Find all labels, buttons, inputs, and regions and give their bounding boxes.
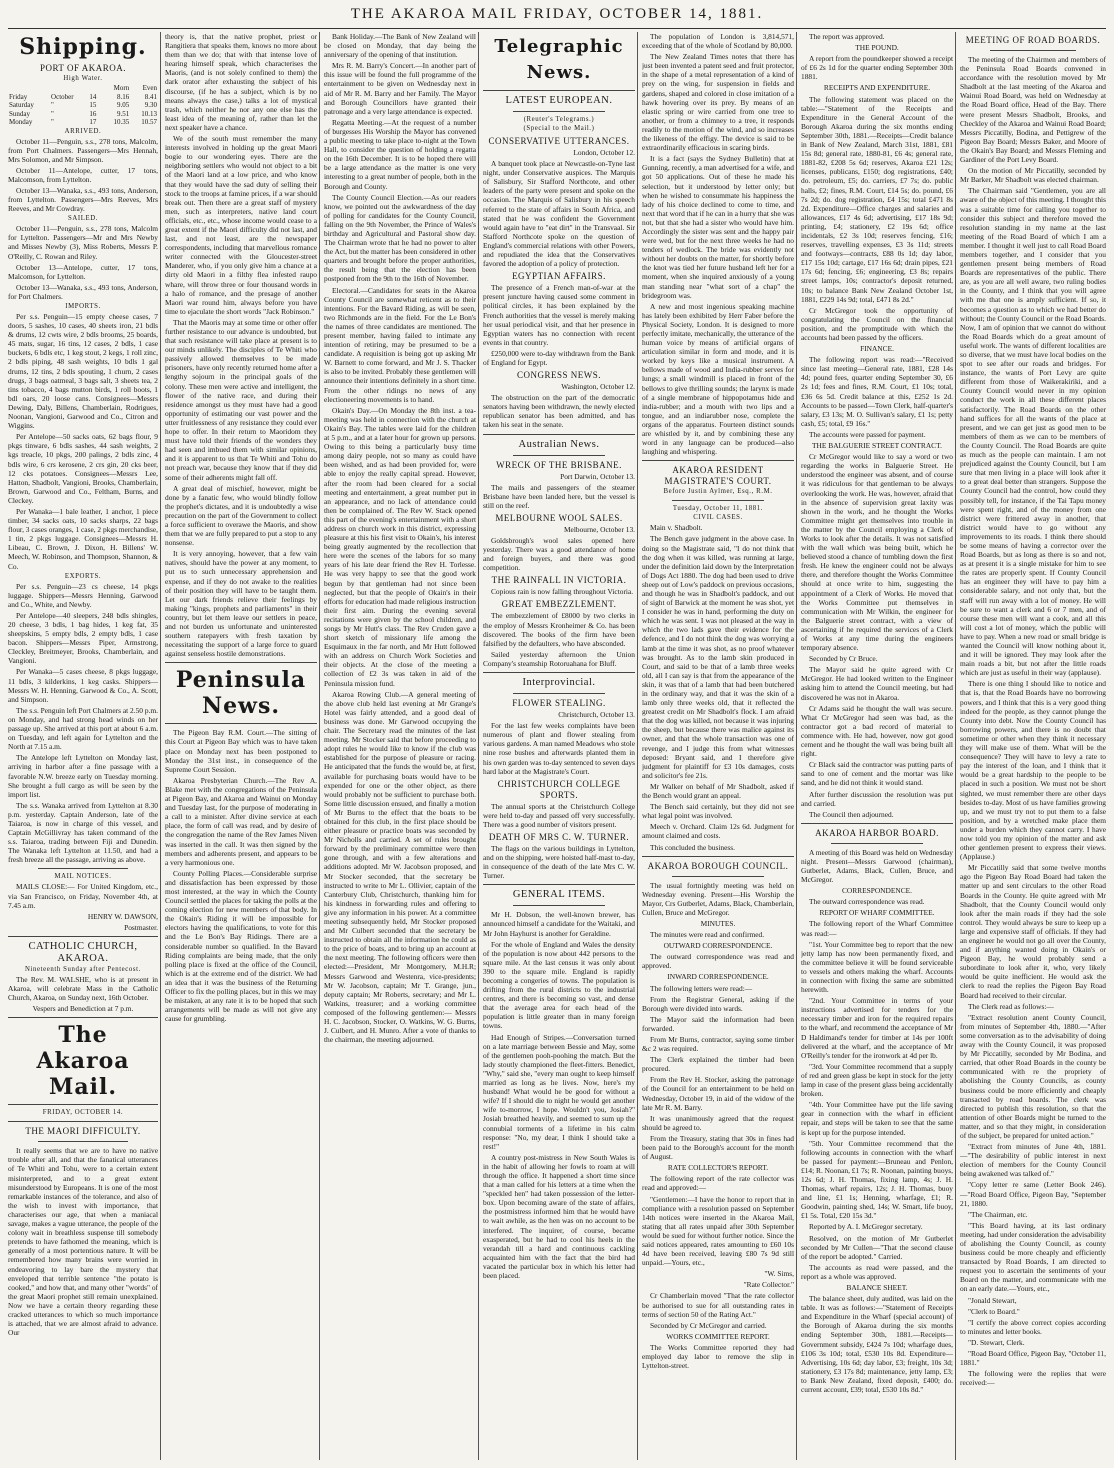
- road-board-paragraph: There is one thing I should like to notice and that is, that the Road Boards have no borrowing powers, and I think that this is a very good thing indeed for the people, as they cannot plunge the County into debt. Now the County Council has borrowing powers, and there is no doubt that sometime or other when they think it necessary they will make use of them. What will be the consequence? They will have to levy a rate to pay the interest of the loan, and I think that it would be a great hardship to the people to be placed in such a position. We must not be short sighted, we must remember there are other days besides to-day. Most of us have families growing up, and we must try not to put them to a false position, and by a wretched make place them under a burden which they cannot carry. I have now told you my opinion of the matter and ask other gentlemen present to express their views. (Applause.): [960, 679, 1106, 862]
- sailing-item: October 11—Penguin, s.s., 278 tons, Malcolm for Lyttelton. Passengers—Mr and Mrs Newby and Misses Newby (3), Miss Roberts, Messrs P. O'Reilly, C. Rowan and Riley.: [8, 224, 158, 261]
- road-board-paragraph: The following were the replies that were received:—: [960, 1369, 1106, 1388]
- import-item: Per Antelope—50 sacks oats, 62 bags flour, 9 pkgs tinware, 6 bdls sashes, 44 sash weights, 2 kgs treacle, 10 pkgs, 200 palings, 2 bdls zinc, 4 bdls wire, 6 crs kerosene, 2 crs gin, 20 cks beer, 12 cks potatoes. Consignees—Messrs Lee, Hatton, Shadbolt, Vangioni, Brooks, Chamberlain, Brown, Garwood and Co., Feltham, Burns, and Cleckey.: [8, 432, 158, 505]
- column-divider: [478, 32, 479, 1460]
- divider: [513, 111, 605, 112]
- divider: [38, 1141, 128, 1142]
- general-item: A country post-mistress in New South Wales is in the habit of allowing her fowls to roam at will through the office. It happened a short time since that a man called for his letters at a time when the "speckled hen" had taken possession of the letter-box. Upon becoming aware of the state of affairs, the postmistress informed him that he would have to wait awhile, as the hen was on no account to be interfered. The inquirer, of course, became exasperated, but he had to cool his heels in the verandah till a hard and continuous cackling acquainted him with the fact that the bird had vacated the particular box in which his letter had been placed.: [483, 1152, 635, 1280]
- divider: [642, 856, 794, 857]
- board-paragraph: The following report of the Wharf Committee was read:—: [801, 919, 953, 938]
- column-4: [483, 32, 635, 1462]
- council-paragraph: The following report of the rate collector was read and approved:—: [642, 1174, 794, 1193]
- news-item: The County Council Election.—As our readers know, we pointed out the awkwardness of the day of polling for candidates for the County Council, falling on the 9th November, the Prince of Wales's birthday and Agricultural and Pastoral show day. The Chairman wrote that he had no power to alter the Act, but the matter has been considered in other quarters and brought before the proper authorities, the result being that the election has been postponed from the 9th to the 16th of November.: [324, 192, 476, 284]
- news-item: Akaroa Rowing Club.—A general meeting of the above club held last evening at Mr Grange's Hotel was fairly attended, and a good deal of business was done. Mr Garwood occupying the chair. The Secretary read the minutes of the last meeting. Mr Stocker said that before proceeding to adopt rules he would like to know if the club was established for the purpose of pleasure or racing. He anticipated that the funds the would be, at first, available for purchasing boats would have to be expended for one or the other object, as there would probably not be sufficient to purchase both. Some little discussion ensued, and finally a motion of Mr Burns to the effect that the boats to be obtained for this club, in the first place should be either pleasure or practice boats was seconded by Mr Nicholls and carried. A set of rules brought forward by the preliminary committee were then gone through, and with a few alterations and additions adopted. Mr W. Jacobson proposed, and Mr Stocker seconded, that the secretary be instructed to write to Mr L. Ollivier, captain of the Canterbury Club, Christchurch, thanking him for his kindness in forwarding rules and offering to give any information in his power. At a committee meeting subsequently held, Mr Stocker proposed and Mr Culbert seconded that the secretary be instructed to obtain all the information he could as to the price of boats, and to bring up an account at the next meeting. The following officers were then elected:—President, Mr Montgomery, M.H.R; Messrs Garwood and Westenra, vice-presidents; Mr W. Jacobson, captain; Mr T. Grange, jun., deputy captain; Mr Roberts, secretary; and Mr L. Watkins, treasurer; and a working committee composed of the following gentlemen:— Messrs H. C. Jacobson, Stocker, O. Watkins, W. G. Burns, J. Culbert, and H. Munro. After a vote of thanks to the chairman, the meeting adjourned.: [324, 689, 476, 1045]
- sailed-heading: SAILED.: [67, 215, 99, 223]
- divider: [483, 884, 635, 885]
- council-paragraph: A report from the poundkeeper showed a receipt of £6 2s 1d for the quarter ending September 30th 1881.: [801, 54, 953, 82]
- divider: [483, 672, 635, 673]
- council-paragraph: Cr Chamberlain moved "That the rate collector be authorised to sue for all outstanding rates in terms of section 50 of the Rating Act.": [642, 1291, 794, 1319]
- general-item: Had Enough of Stripes.—Conversation turned on a late marriage between Bessie and May, some of the gentlemen pooh-poohing the match. But the lady stoutly championed the fleet-fitters. Benedict, "Why," said she, "every man ought to keep himself married as long as he lives. Now, here's my husband! What would he be good for without a wife? If I should die to night he would get another wife to-morrow, I hope. Wouldn't you, Josiah?" Josiah breathed heavily, and seemed to sum up the connubial torments of a lifetime in his calm response: "No, my dear, I think I should take a rest!": [483, 1032, 635, 1151]
- board-paragraph: "5th. Your Committee recommend that the following accounts in connection with the wharf be passed for payment:—Bruneau and Penlon, £14; R. Noonan, £1 7s; R. Noonan, painting buoys, 12s 6d; J. H. Thomas, fixing lamp, 4s; J. H. Thomas, wharf repairs, 12s; J. H. Thomas, buoy and line, £1 1s; Henning, wharfage, £1; R. Goodwin, painting shed, 14s; W. Smart, life buoy, £1 5s. Total, £20 15s 3d.": [801, 1138, 953, 1221]
- column-divider: [319, 32, 320, 1460]
- story-text: The mails and passengers of the steamer Brisbane have been landed here, but the vessel is still on the reef.: [483, 482, 635, 510]
- story-text: The presence of a French man-of-war at the present juncture having caused some comment in political circles, it has been explained by the French authorities that the vessel is merely making her usual periodical visit, and that her presence in Egyptian waters has no connection with recent events in that country.: [483, 283, 635, 347]
- road-boards-heading: MEETING OF ROAD BOARDS.: [965, 35, 1101, 45]
- general-item: Mr H. Dobson, the well-known brewer, has announced himself a candidate for the Waitaki, and Mr John Hayhurst is another for Geraldine.: [483, 910, 635, 938]
- tide-morn: 8.16: [116, 92, 130, 101]
- council-paragraph: The Mayor said the information had been forwarded.: [642, 1014, 794, 1033]
- import-item: Per s.s. Penguin—15 empty cheese cases, 7 doors, 5 sashes, 10 cases, 40 sheets iron, 21 bdls & drums, 12 cwts wire, 2 bdls brooms, 25 boards, 45 mats, sugar, 16 tins, 12 cases, 2 bdls, 1 case buckets, 6 bdls etc, 1 keg stout, 2 kegs, 1 roll zinc, 2 bdls piping, 48 sash weights, 10 bdls 1 gal drums, 12 tins, 2 bdls spouting, 1 churn, 2 cases drugs, 3 bags oatmeal, 3 bags salt, 3 sheets tea, 2 tins tobacco, 4 bags mutton birds, 1 roll boots, 1 bdl oars, 20 loose cans. Consignees—Messrs Dewing, Daly, Billens, Chamberlain, Rodrigues, Noonan, Vangioni, Garwood and Co., Citron and Wiggins.: [8, 312, 158, 431]
- council-paragraph: The Mayor said he quite agreed with Cr McGregor. He had looked written to the Engineer asking him to attend the Council meeting, but had discovered he was not in Akaroa.: [801, 665, 953, 702]
- church-subheading: Nineteenth Sunday after Pentecost.: [25, 965, 141, 973]
- council-paragraph: From Mr Burns, contractor, saying some timber &c 2 was required.: [642, 1035, 794, 1054]
- road-board-paragraph: "Jonald Stewart,: [968, 1295, 1017, 1305]
- divider: [8, 1121, 158, 1122]
- tide-day: Sunday: [9, 109, 30, 118]
- tide-morn: 9.05: [116, 101, 130, 109]
- board-subheading: CORRESPONDENCE.: [841, 886, 913, 896]
- story-heading: WRECK OF THE BRISBANE.: [496, 459, 622, 470]
- tide-month: ": [51, 101, 54, 109]
- council-signature: "W. Sims,: [764, 1269, 794, 1279]
- divider: [513, 455, 605, 456]
- tide-even: 9.30: [144, 101, 157, 109]
- road-board-paragraph: "The Chairman, etc.: [968, 1209, 1028, 1219]
- editorial-paragraph: That the Maoris may at some time or other offer further resistance to our advance is undoubted, but that such resistance will take place at present is to our minds unlikely. The disciples of Te Whiti who passively allowed themselves to be made prisoners, have only recently returned home after a lengthy sojourn in the principal goals of the colony. These men were active and intelligent, the flower of the native race, and during their residence amongst us they must have had a good opportunity of estimating our vast power and the utter fruitlessness of any resistance they could ever hope to offer. In their return to Maoridom they must have told their friends of the wonders they had seen and imbued them with similar opinions, and it is apparent to us that Te Whiti and Tohu do not preach war, because they know that if they did some of their adherents might fall off.: [165, 317, 317, 482]
- council-paragraph: The outward correspondence was read and approved.: [642, 952, 794, 971]
- board-paragraph: The accounts as read were passed, and the report as a whole was approved.: [801, 1262, 953, 1281]
- export-item: Per Antelope—40 sleepers, 248 bdls shingles, 20 cheese, 3 bdls, 1 bag hides, 1 keg fat, 35 sheepskins, 5 empty bdls, 2 empty bdls, 1 case bacon. Shippers—Messrs Piper, Armstrong, Cleckley, Breitmeyer, Brooks, Chamberlain, and Vangioni.: [8, 610, 158, 666]
- column-divider: [955, 32, 956, 1460]
- tide-row: [8, 93, 158, 102]
- tide-header-cell: [50, 84, 88, 93]
- church-vespers: Vespers and Benediction at 7 p.m.: [32, 1004, 134, 1014]
- council-paragraph: The following letters were read:—: [650, 983, 753, 993]
- board-paragraph: "2nd. Your Committee in terms of your instructions advertised for tenders for the necessary timber and iron for the required repairs to the wharf, and recommend the acceptance of Mr D Haldimand's tender for timber at 14s per 100ft delivered at the wharf, and the acceptance of Mr O'Reilly's tender for the ironwork at 4d per lb.: [801, 996, 953, 1060]
- road-board-paragraph: "Road Board Office, Pigeon Bay, "October 11, 1881.": [960, 1349, 1106, 1368]
- divider: [990, 50, 1076, 51]
- council-signature: "Rate Collector.": [743, 1280, 794, 1290]
- court-heading: AKAROA RESIDENT MAGISTRATE'S COURT.: [664, 465, 772, 487]
- council-paragraph: It was unanimously agreed that the request should be agreed to.: [642, 1113, 794, 1132]
- masthead: THE AKAROA MAIL FRIDAY, OCTOBER 14, 1881.: [350, 6, 764, 22]
- news-item: Okain's Day.—On Monday the 8th inst. a tea-meeting was held in connection with the church at Okain's Bay. The tables were laid for the children at 5 p.m., and at a later hour for grown up persons. Owing to this being a particularly busy time among dairy people, not so many as could have been wished, and as had been provided for, were able to enjoy the really capital spread. However, after the room had been cleared for a social meeting and entertainment, a great number put in an appearance, and no lack of attendance could then be complained of. The Rev W. Stack opened this part of the evening's entertainment with a short address on church work in this district, expressing pleasure at this his first visit to Okain's, his interest being greatly augmented by the recollection that here were the scenes of the labors for so many years of his late dear friend the Rev H. Torlesse. He was very happy to see that the good work begun by that gentleman had not since been neglected, but that the people of Okain's in their efforts for education had made religious instruction their first aim. During the evening several recitations were given by the school children, and songs by Mr Hutt's class. The Rev Cruden gave a short sketch of missionary life among the Esquimaux in the far north, and Mr Hutt followed with an address on Church Work Societies and their objects. At the close of the meeting a collection of £2 3s was taken in aid of the Peninsula mission fund.: [324, 405, 476, 688]
- council-paragraph: Seconded by Cr McGregor and carried.: [650, 1320, 767, 1330]
- tide-date: 17: [89, 118, 97, 126]
- council-paragraph: Cr Black said the contractor was putting parts of sand to one of cement and the mortar was like sand, and he did not think it would stand.: [801, 760, 953, 788]
- council-paragraph: Cr McGregor would like to say a word or two regarding the works in Balguerie Street. He understood the engineer was absent, and of course it was ridiculous for that gentleman to be always overlooking the work. He was, however, afraid that in the absence of supervision great laxity was shown in the work, and he thought the Works Committee might get themselves into trouble in the matter by the Council employing a Clerk of Works to look after the details. It was not satisfied with the wall which was being built, which he believed stood a chance of tumbling down the first fresh. He knew the engineer could not be always there, and therefore thought the Works Committee should at once write to him, suggesting the appointment of a Clerk of Works. He moved that the Works Committee put themselves in communication with Mr Wilkin, the engineer for the Balguerie street contract, with a view of ascertaining if he required the services of a Clerk of Works at any time during the engineers temporary absence.: [801, 452, 953, 653]
- council-paragraph: The Clerk explained the timber had been procured.: [642, 1055, 794, 1074]
- council-paragraph: The report was approved.: [809, 32, 885, 41]
- tide-day: Monday: [9, 118, 33, 126]
- council-paragraph: Cr Adams said he thought the wall was secure. What Cr McGregor had seen was bad, as the contractor got a bad record of material to commence with. He had, however, now got good cement and he thought the wall was being built all right.: [801, 703, 953, 759]
- editorial-paragraph: A great deal of mischief, however, might be done by a fanatic few, who would blindly follow the prophet's dictates, and it is undoubtedly a wise precaution on the part of the Government to collect a force sufficient to overawe the Maoris, and show them that we are fully prepared to put a stop to any nonsense.: [165, 483, 317, 548]
- board-paragraph: A meeting of this Board was held on Wednesday night. Present—Messrs Garwood (chairman), Gutberlet, Adams, Black, Cullen, Bruce, and McGregor.: [801, 847, 953, 885]
- road-board-paragraph: On the motion of Mr Piccatilly, seconded by Mr Barker, Mr Shadbolt was elected chairman.: [960, 166, 1106, 185]
- dateline: Melbourne, October 13.: [563, 524, 635, 534]
- board-paragraph: The outward correspondence was read.: [809, 897, 925, 907]
- tide-day: Friday: [9, 92, 28, 101]
- road-board-paragraph: "D. Stewart, Clerk.: [968, 1337, 1025, 1347]
- council-paragraph: "Gentlemen:—I have the honor to report that in compliance with a resolution passed on September 14th notices were inserted in the Akaroa Mail, stating that all rates unpaid after 30th September would be sued for without further notice. Since the said notices appeared, rates amounting to £60 10s 4d have been received, leaving £80 7s 9d still unpaid.—Yours, etc.,: [642, 1194, 794, 1268]
- court-paragraph: The Bench gave judgment in the above case. In doing so the Magistrate said, "I do not think that the dog when it was killed, was running at large, under the definition laid down by the Interpretation of Dogs Act 1880. The dog had been used to drive sheep out of Low's paddock on previous occasions, and though he was in Shadbolt's paddock, and out of sight of Barwick at the moment he was shot, yet I consider he was in hand, performing the duty on which he was sent. I was not pleased at the way in which the two lads gave their evidence for the defence, and I do not think the dog was worrying a lamb at the time it was shot, as no proof whatever was brought. As to the lamb skin produced in Court, and said to be that of a lamb three weeks old, all I can say is that from the appearance of the skin, it was that of a lamb that had been butchered in the ordinary way, and that it was the skin of a lamb only three weeks old, that it reflected the greatest credit on Mr Shadbolt's flock. I am afraid that the dog was killed, not because it was injuring the sheep, but because there was malice against its owner, and that the whole transaction was one of revenge, and I judge this from what witnesses deposed: Bryant said, and I therefore give judgment for plaintiff for £3 10s damages, costs and solicitor's fee 21s.: [642, 534, 794, 780]
- tide-date: 15: [89, 101, 97, 109]
- council-paragraph: The following statement was placed on the table:—"Statement of the Receipts and Expenditure in the General Account of the Borough Akaroa during the six months ending September 30th, 1881.—Receipts—Credit balance in Bank of New Zealand, March 31st, 1881, £81 15s 8d; general rate, 1880-81, £6 4s; general rate, 1881-82, £208 5s 6d; reserves, Akaroa £21 12s; licenses, publicans, £150; dog registrations, £40; do. petroleum, £5; do. carriers, £7 7s; do. public halls, £2; fines, R.M. Court, £14 5s; do. pound, £6 7s 2d; do. dog registration, £4 15s; total £471 8s 2d. Expenditure—Office charges and salaries and allowances, £17 4s 6d; advertising, £17 18s 9d; printing, £4; stationery, £2 19s 6d; office incidentals, £2 3s 10d; reserves fencing, £16; reserves, travelling expenses, £3 3s 11d; streets and footways—contracts, £88 0s 1d; day labor, £17 15s 10d; cartage, £17 16s 6d; drain pipes, £21 17s 6d; fencing, £6; engineering, £3 8s; repairs street lamps, 10s; contractor's deposit returned, 10s; to balance Bank New Zealand October 1st, 1881, £229 14s 9d; total, £471 8s 2d.": [801, 94, 953, 304]
- mail-signature: HENRY W. DAWSON,: [87, 911, 158, 921]
- finance-heading: FINANCE.: [860, 344, 894, 354]
- church-heading: CATHOLIC CHURCH, AKAROA.: [28, 940, 138, 964]
- editorial-paragraph: theory is, that the native prophet, priest or Rangitiera that speaks them, knows no more about them than we do; that with that intense love of hearing himself speak, which characterises the Maoris, (and is not solely confined to them) the dark orator after exhausting the subject of his discourse, (if he has a subject, which is by no means always the case,) talks a lot of mystical trash, which neither he nor any one else has the least idea of the meaning of, rather than let the next speaker have a chance.: [165, 32, 317, 132]
- export-item: Per s.s. Penguin—23 cs cheese, 14 pkgs luggage. Shippers—Messrs Henning, Garwood and Co., White, and Newby.: [8, 581, 158, 609]
- story-text: Sailed yesterday afternoon the Union Company's steamship Rotoruahana for Bluff.: [483, 649, 635, 668]
- dateline: London, October 12.: [573, 148, 635, 157]
- divider: [8, 1104, 158, 1105]
- divider: [483, 90, 635, 91]
- council-paragraph: From the Registrar General, asking if the Borough were divided into wards.: [642, 994, 794, 1013]
- paper-date: FRIDAY, OCTOBER 14.: [42, 1109, 124, 1117]
- general-item: For the whole of England and Wales the density of the population is now about 442 persons to the square mile. At the last census it was only about 390 to the square mile. England is rapidly becoming a congeries of towns. The population is drifting from the rural districts to the industrial centres, and there is becoming so vast, and dense that the average area for each head of the population is little greater than in many foreign towns.: [483, 939, 635, 1031]
- council-subheading: INWARD CORRESPONDENCE.: [667, 972, 769, 982]
- council-paragraph: From the Rev H. Stocker, asking the patronage of the Council for an entertainment to be held on Wednesday, October 19, in aid of the widow of the late Mr R. M. Barry.: [642, 1075, 794, 1112]
- editorial-heading: THE MAORI DIFFICULTY.: [25, 1126, 141, 1137]
- story-heading: CHRISTCHURCH COLLEGE SPORTS.: [497, 778, 621, 800]
- column-2: [165, 32, 317, 1462]
- court-paragraph: Main v. Shadbolt.: [650, 523, 703, 533]
- council-paragraph: Seconded by Cr Bruce.: [809, 654, 878, 664]
- divider: [38, 868, 128, 869]
- tide-even: 10.57: [141, 118, 157, 126]
- column-1: [8, 32, 158, 1462]
- special-label: (Special to the Mail.): [523, 125, 595, 132]
- council-paragraph: The usual fortnightly meeting was held on Wednesday evening. Present—His Worship the Mayor, Crs Gutberlet, Adams, Black, Chamberlain, Cullen, Bruce and McGregor.: [642, 880, 794, 917]
- story-heading: FLOWER STEALING.: [512, 698, 606, 709]
- interprovincial-heading: Interprovincial.: [522, 677, 596, 689]
- council-paragraph: Cr McGregor took the opportunity of congratulating the Council on the financial position, and the promptitude with which the accounts had been passed by the officers.: [801, 305, 953, 342]
- court-paragraph: The Bench said certainly, but they did not see what legal point was involved.: [642, 802, 794, 821]
- news-item: Akaroa Presbyterian Church.—The Rev A. Blake met with the congregations of the Peninsula at Pigeon Bay, and Akaroa and Wainui on Monday and Tuesday last, for the purpose of moderating in a call to a minister. After divine service at each place, the form of call was read, and by desire of the congregation the name of the Rev James Niven was inserted in the call. It was then signed by the members and adherents present, and appears to be a very harmonious one.: [165, 775, 317, 867]
- imports-heading: IMPORTS.: [65, 303, 101, 310]
- news-item: Electoral.—Candidates for seats in the Akaroa County Council are somewhat reticent as to their intentions. For the Bavard Riding, as will be seen, two Richmonds are in the field. For the Le Bon's the names of three candidates are mentioned. The present member, having failed to intimate any intention of retiring, may be presumed to be a candidate. A requisition is being got up asking Mr W. Barnett to come forward, and Mr J. S. Thacker is also to be invited. Probably these gentlemen will announce their intentions definitely in a short time. From the other ridings no news of any electioneering movements is to hand.: [324, 285, 476, 404]
- import-item: Per Wanaka—1 bale leather, 1 anchor, 1 piece timber, 34 sacks oats, 10 sacks sharps, 22 bags flour, 3 cases oranges, 1 case, 2 pkgs merchandise, 1 tin, 2 pkgs luggage. Consignees—Messrs H. Libeau, C. Brown, J. Dixon, H. Billens' W. Meech, W. Robinson, and Thompson, Shannon, & Co.: [8, 506, 158, 571]
- top-rule: [8, 28, 1106, 29]
- tide-header-cell: [8, 84, 50, 93]
- story-heading: DEATH OF MRS C. W. TURNER.: [488, 831, 630, 842]
- divider: [165, 662, 317, 663]
- mail-notices-heading: MAIL NOTICES.: [54, 873, 112, 881]
- tide-header-row: [8, 84, 158, 93]
- divider: [831, 843, 923, 844]
- story-text: The obstruction on the part of the democratic senators having been withdrawn, the newly elected republican senator has been admitted, and has taken his seat in the senate.: [483, 393, 635, 430]
- peninsula-news-heading: Peninsula News.: [175, 667, 307, 720]
- tide-row: [8, 118, 158, 127]
- council-subheading: OUTWARD CORRESPONDENCE.: [663, 941, 773, 951]
- news-item: Mrs R. M. Barry's Concert.—In another part of this issue will be found the full programme of the entertainment to be given on Wednesday next in aid of Mr R. M. Barry and her Family. The Mayor and Borough Councillors have granted their patronage and a very large attendance is expected.: [324, 61, 476, 116]
- court-paragraph: This concluded the business.: [650, 842, 735, 852]
- general-items-heading: GENERAL ITEMS.: [512, 889, 606, 901]
- court-paragraph: Mr Walker on behalf of Mr Shadbolt, asked if the Bench would grant an appeal.: [642, 781, 794, 801]
- column-divider: [637, 32, 638, 1460]
- council-subheading: RECEIPTS AND EXPENDITURE.: [823, 83, 931, 93]
- news-item: Regatta Meeting.—At the request of a number of burgesses His Worship the Mayor has convened a public meeting to take place to-night at the Town Hall, to consider the question of holding a regatta on the 16th December. It is to be hoped there will be a large attendance as the matter is one very interesting to a great number of people, both in the Borough and County.: [324, 117, 476, 191]
- general-item: The New Zealand Times notes that there has just been invented a patent seed and fruit protector, in the shape of a metal representation of a kind of prey on the wing, for suspension in fields and gardens, shaped and colored in close imitation of a hawk hovering over its prey. By means of an elastic spring or wire carried from one tree to another, or from a chimney to a tree, it responds readily to the motion of the wind, and so increases the likeness of the effigy. The device is said to be extraordinarily efficacious in scaring birds.: [642, 52, 794, 153]
- arrival-item: October 11—Penguin, s.s., 278 tons, Malcolm, from Port Chalmers. Passengers—Mrs Hennah, Mrs Solomon, and Mr Simpson.: [8, 136, 158, 164]
- road-board-paragraph: "Extract from minutes of June 4th, 1881.—"The desirability of public interest in next election of members for the County Council being awakened was talked of.": [960, 1142, 1106, 1179]
- divider: [8, 936, 158, 937]
- tide-even: 8.41: [144, 92, 157, 101]
- council-paragraph: The Council then adjourned.: [809, 809, 894, 819]
- road-board-paragraph: "Extract resolution anent County Council, from minutes of September 4th, 1880.—"After some conversation as to the advisability of doing away with the County Council, it was proposed by Mr Piccatilly, seconded by Mr Bodina, and carried, that other Road Boards in the county be communicated with re the propriety of abolishing the County Councils, as county business could be more efficiently and cheaply transacted by road boards. The clerk was directed to publish this resolution, so that the attention of other Boards might be turned to the matter, and so that they might, in consideration of the subject, be prepared for united action.": [960, 1012, 1106, 1140]
- council-paragraph: From the Treasury, stating that 30s in fines had been paid to the Borough's account for the month of August.: [642, 1133, 794, 1162]
- mail-signature-role: Postmaster.: [124, 922, 158, 932]
- export-item: Per Wanaka—5 cases cheese, 8 pkgs luggage, 11 bdls, 3 kilderkins, 1 keg casks. Shippers—Messrs W. H. Henning, Garwood & Co., A. Scott, and Simpson.: [8, 667, 158, 704]
- board-paragraph: "4th. Your Committee have put the life saving gear in connection with the wharf in efficient repair, and steps will be taken to see that the same is kept up for the purpose intended.: [801, 1100, 953, 1137]
- sailing-item: October 13—Antelope, cutter, 17 tons, Malcomson, for Lyttelton.: [8, 262, 158, 281]
- story-heading: MELBOURNE WOOL SALES.: [495, 512, 623, 523]
- dateline: Christchurch, October 13.: [558, 710, 635, 720]
- road-board-paragraph: The Clerk read as follows:—: [968, 1001, 1054, 1011]
- court-subheading: Before Justin Aylmer, Esq., R.M.: [663, 488, 773, 496]
- story-text: For the last few weeks complaints have been numerous of plant and flower stealing from various gardens. A man named Meadows who stole nine rose bushes and afterwards planted them in his own garden was to-day sentenced to seven days hard labor at the Magistrate's Court.: [483, 721, 635, 776]
- contract-heading: THE BALGUERIE STREET CONTRACT.: [812, 441, 942, 451]
- council-subheading: WORKS COMMITTEE REPORT.: [666, 1331, 770, 1341]
- tide-header-cell: Even: [142, 84, 157, 92]
- tide-date: 14: [89, 92, 97, 101]
- editorial-paragraph: We of the south must remember the many interests involved in holding up the great Maori bogie to our wondering eyes. There are the neighboring settlers who would not object to a bit of the Maori land at a low price, and who know that they would have the sad duty of selling their stock to the troops at famine prices, if a war should break out. Then there are a great staff of mystery men, such as interpreters, native land court officials, etc., etc., whose income would cease to a great extent if the Maori difficulty did not last, and last, and not least, are the newspaper correspondents, including that marvellous romance writer connected with the Gloucester-street Manderer, who, if you only give him a chance at a dirty old Maori in a filthy flea infested raupo whare, will throw three or four thousand words in a halo of romance, and the presage of another Maori war round him, always before you have time to ejaculate the short words "Jack Robinson.": [165, 134, 317, 316]
- road-board-paragraph: The Chairman said "Gentlemen, you are all aware of the object of this meeting. I thought this was a suitable time for calling you together to consider this subject and therefore moved the resolution standing in my name at the last meeting of the Road Board of which I am a member. I thought it well just to call Road Board members together, and I consider that you gentlemen present being members of Road Boards are representatives of the public. There are, as you are all well aware, two ruling bodies in the County, and I think that you will agree with me that one is amply sufficient. If so, it becomes a question as to which we had better do without; the County Council or the Road Boards. Now, I am of opinion that we cannot do without the Road Boards which do a great amount of useful work. The wants of different localities are so diverse, that we must have local bodies on the spot to see after our roads and bridges. For instance, the wants of Port Levy are quite different from those of Waikerakiriki, and a County Council would never in my opinion conduct the work in all these different places satisfactorily. The Road Boards on the other hand suffices for all the wants of the place at present, and we can get just as good men to be members of them as we can to be members of the County Council. The Road Boards are quite as much as the people can maintain. I am not prejudiced against the County Council, but I am sure that men living in a place will look after it to a great deal better than strangers. Suppose the County Council had the control, how could they possibly tell, for instance, if the Tai Tapu money were spent right, and of the money from one district were frittered away in another, that district would have to go without any improvements to its roads. I think there should be some means of having a corrector over the Road Boards, but as long as there is so and not, as at present it is a single mistake for him to see the rates are properly spent. If County Council has an engineer they will have to pay him a considerable salary, and not only that, but the staff will run away with a lot of money. He will be sure to want a clerk and 6 or 7 men, and of course these men will want a cook, and all this will cost a lot of money, which the public will have to pay. When a new road or small bridge is wanted the Council will know nothing about it, and it will be ignored. They may look after the main roads a bit, but not after the little roads which are just as useful in their way (applause).: [960, 186, 1106, 678]
- story-text: The flags on the various buildings in Lyttelton, and on the shipping, were hoisted half-mast to-day, in consequence of the death of the late Mrs C. W. Turner.: [483, 843, 635, 881]
- shipping-note: The s.s. Penguin left Port Chalmers at 2.50 p.m. on Monday, and had strong head winds on her passage up. She arrived at this port at about 6 a.m. on Tuesday, and left again for Lyttelton and the North at 7.15 a.m.: [8, 705, 158, 752]
- editorial-text: It really seems that we are to have no native trouble after all, and that the fanatical utterances of Te Whiti and Tohu, were to a certain extent misinterpreted, and to a great extent misunderstood by Europeans. It is one of the most remarkable instances of the tolerance, and also of the wish to invest with importance, that characterises our age, that when a maniacal savage, makes a vague utterance, the people of the colony wait in breathless suspense till somebody pretends to have fathomed the meaning, which is generally of a most portentious nature. It will be remembered how many brains were worried in endeavoring to lay bare the mystery that enveloped that terrible sentence "the potato is cooked," and how that, and many other "words" of the great Maori prophet still remain unexplained. Now we have a certain theory regarding these cracked utterances to which so much importance is attached, that we are almost afraid to advance. Our: [8, 1146, 158, 1338]
- general-item: The population of London is 3,814,571, exceeding that of the whole of Scotland by 80,000.: [642, 32, 794, 51]
- shipping-heading: Shipping.: [19, 34, 147, 60]
- exports-heading: EXPORTS.: [64, 572, 102, 580]
- arrived-heading: ARRIVED.: [64, 127, 102, 135]
- divider: [672, 876, 764, 877]
- australian-news-heading: Australian News.: [518, 438, 600, 450]
- tide-day: Saturday: [9, 101, 34, 109]
- road-board-paragraph: Mr Piccatilly said that some twelve months ago the Pigeon Bay Road Board had taken the matter up and sent circulars to the other Road Boards in the County. He quite agreed with Mr Shadbolt, that the County Council would only look after the main roads if they had the sole control. They would always be sure to keep up a large and expensive staff of officials. If they had an engineer he would not go all over the County, and if anything wanted doing in Okain's or Pigeon Bay, he would probably send a subordinate to look after it, who, very likely would be quite inefficient. He would ask the clerk to read the replies the Pigeon Bay Road Board had received to their circular.: [960, 863, 1106, 1000]
- column-divider: [796, 32, 797, 1460]
- dateline: Washington, October 12.: [561, 382, 635, 392]
- board-paragraph: "1st. Your Committee beg to report that the new jetty lamp has now been permanently fixed, and the committee believe it will be found serviceable to vessels and others making the wharf. Accounts in connection with fixing the same are submitted herewith.: [801, 939, 953, 995]
- column-6: [801, 32, 953, 1462]
- board-subheading: REPORT OF WHARF COMMITTEE.: [819, 908, 935, 918]
- mail-notice-text: MAILS CLOSE:— For United Kingdom, etc., via San Francisco, on Friday, November 4th, at 7.45 a.m.: [8, 882, 158, 910]
- story-heading: EGYPTIAN AFFAIRS.: [512, 271, 606, 282]
- story-text: £250,000 were to-day withdrawn from the Bank of England for Egypt.: [483, 348, 635, 367]
- council-paragraph: After further discussion the resolution was put and carried.: [801, 789, 953, 808]
- column-divider: [160, 32, 161, 1460]
- council-paragraph: The following report was read:—"Received since last meeting—General rate, 1881, £28 14s 4d; pound fees, quarter ending September 30, £6 2s 1d; fees and fines, R.M. Court, £1 10s; total, £36 6s 5d. Credit balance at this, £252 1s 2d. Accounts to be passed—Town Clerk, half-quarter's salary, £3 13s; M. O. Sullivan's salary, £1 1s; petty cash, £5; total, £9 16s.": [801, 355, 953, 428]
- board-paragraph: Resolved, on the motion of Mr Gutberlet seconded by Mr Cullen—"That the second clause of the report be adopted." Carried.: [801, 1233, 953, 1261]
- column-5: [642, 32, 794, 1462]
- tide-even: 10.13: [141, 109, 157, 118]
- tide-header-cell: Morn: [113, 84, 130, 92]
- council-subheading: RATE COLLECTOR'S REPORT.: [667, 1163, 769, 1173]
- tide-row: [8, 110, 158, 119]
- board-paragraph: "3rd. Your Committee recommend that a supply of red and green glass be kept in stock for the jetty lamp in case of the present glass being accidentally broken.: [801, 1061, 953, 1099]
- tide-morn: 9.51: [116, 109, 130, 118]
- road-board-paragraph: "This Board having, at its last ordinary meeting, had under consideration the advisability of abolishing the County Council, as county business could be more cheaply and efficiently transacted by Road Boards, I am directed to request you to ascertain the sentiments of your Board on the matter, and communicate with me on an early date.—Yours, etc.,: [960, 1220, 1106, 1294]
- shipping-note: The s.s. Wanaka arrived from Lyttelton at 8.30 p.m. yesterday. Captain Anderson, late of the Taiaroa, is now in charge of this vessel, and Captain McGillivray has taken command of the s.s. Taiaroa, trading between Fiji and Dunedin. The Wanaka left Lyttelton at 11.50, and had a fresh breeze all the passage, arriving as above.: [8, 800, 158, 865]
- tide-date: 16: [89, 109, 97, 118]
- divider: [513, 693, 605, 694]
- divider: [513, 905, 605, 906]
- council-paragraph: The minutes were read and confirmed.: [650, 930, 765, 940]
- story-text: A banquet took place at Newcastle-on-Tyne last night, under Conservative auspices. The Marquis of Salisbury, Sir Stafford Northcote, and other leaders of the party were present and spoke on the occasion. The Marquis of Salisbury in his speech referred to the state of affairs in South Africa, and stated that he was confident the Government would again have to "eat dirt" in the Transvaal. Sir Stafford Northcote spoke on the question of England's commercial relations with other Powers, and repudiated the idea that the Conservatives favored the adoption of a policy of protection.: [483, 159, 635, 269]
- divider: [672, 500, 764, 501]
- road-board-paragraph: The meeting of the Chairmen and members of the Peninsula Road Boards convened in accordance with the resolution moved by Mr Shadbolt at the last meeting of the Akaroa and Wainui Road Board, was held on Wednesday at the Road Board office, Head of the Bay. There were present Messrs Shadbolt, Brooks, and Checkley of the Akaroa and Wainui Road Board; Messrs Piccatilly, Bodina, and Pettigrew of the Pigeon Bay Board; Messrs Baker, and Moore of the Okain's Bay Board; and Messrs Fleming and Gardiner of the Port Levy Board.: [960, 55, 1106, 165]
- story-heading: GREAT EMBEZZLEMENT.: [501, 599, 617, 610]
- council-subheading: THE POUND.: [855, 43, 899, 53]
- church-notice: The Rev. M. WALSHE, who is at present in Akaroa, will celebrate Mass in the Catholic Church, Akaroa, on Sunday next, 16th October.: [8, 974, 158, 1003]
- road-board-paragraph: "Copy letter re same (Letter Book 246).—"Road Board Office, Pigeon Bay, "September 21, 1880.: [960, 1180, 1106, 1208]
- reuters-label: (Reuter's Telegrams.): [523, 116, 595, 123]
- tide-table: [8, 84, 158, 127]
- story-heading: THE RAINFALL IN VICTORIA.: [491, 575, 627, 586]
- divider: [483, 434, 635, 435]
- council-paragraph: The Works Committee reported they had employed day labor to remove the slip in Lyttelton-street.: [642, 1342, 794, 1371]
- story-text: The annual sports at the Christchurch College were held to-day and passed off very successfully. There was a good number of visitors present.: [483, 801, 635, 829]
- tide-month: ": [51, 109, 54, 118]
- news-item: County Polling Places.—Considerable surprise and dissatisfaction has been expressed by those most interested, at the way in which the County Council settled the places for taking the polls at the coming election for new members of that body. In the Okain's Riding it will be impossible for electors having the qualifications, to vote for this and the Le Bon's Bay Ridings. There are a considerable number so qualified. In the Bavard Riding complaints are being made, that the only polling place is fixed at the office of the Council, which is at the extreme end of the district. We had an idea that it was the business of the Returning Officer to fix the polling places, but in this we may be mistaken, at any rate it is to be hoped that such arrangements will be made as will not give any cause for grumbling.: [165, 868, 317, 1024]
- port-heading: PORT OF AKAROA.: [39, 63, 127, 73]
- dateline: Port Darwin, October 13.: [560, 471, 635, 481]
- news-item: Bank Holiday.—The Bank of New Zealand will be closed on Monday, that day being the anniversary of the opening of that institution.: [324, 32, 476, 60]
- civil-cases-heading: CIVIL CASES.: [693, 514, 743, 522]
- board-subheading: BALANCE SHEET.: [846, 1283, 908, 1292]
- general-item: A new and most ingenious speaking machine has lately been exhibited by Herr Faber before the Physical Society, London. It is designed to more perfectly imitate, mechanically, the utterance of the human voice by means of artificial organs of articulation similar in form and mode, and it is worked by keys like a musical instrument. A bellows made of wood and India-rubber serves for lungs; a small windmill is placed in front of the bellows to give thrilling sounds; the larynx is made of a single membrane of hippopotamus hide and india-rubber; and a mouth with two lips and a tongue, and an indiarubber nose, complete the organs of the apparatus. Fourteen distinct sounds are whistled by it, and by combining these any word in any language can be produced—also laughing and whispering.: [642, 301, 794, 457]
- divider: [165, 723, 317, 724]
- court-paragraph: Meech v. Orchard. Claim 12s 6d. Judgment for amount claimed and costs.: [642, 822, 794, 841]
- harbor-board-heading: AKAROA HARBOR BOARD.: [815, 827, 939, 838]
- court-date: Tuesday, October 11, 1881.: [672, 505, 764, 513]
- column-7: [960, 32, 1106, 1462]
- divider: [642, 460, 794, 461]
- tide-row: [8, 101, 158, 110]
- board-paragraph: The balance sheet, duly audited, was laid on the table. It was as follows:—"Statement of Receipts and Expenditure in the Wharf (special account) of the Borough of Akaroa during the six months ending September 30th, 1881.—Receipts—Government subsidy, £424 7s 10d; wharfage dues, £106 3s 10d; total, £530 10s 8d. Expenditure—Advertising, 10s 6d; day labor, £3; freight, 10s 3d; stationery, £3 17s 8d; maintenance, jetty lamp, £3; to Bank New Zealand, fixed deposit, £400; do. current account, £39; total, £530 10s 8d.": [801, 1294, 953, 1395]
- divider: [801, 823, 953, 824]
- divider: [8, 1017, 158, 1018]
- high-water-label: High Water.: [63, 75, 103, 82]
- news-item: The Pigeon Bay R.M. Court.—The sitting of this Court at Pigeon Bay which was to have taken place on Monday next has been postponed to Monday the 31st inst., in consequence of the Supreme Court Session.: [165, 728, 317, 774]
- story-heading: CONGRESS NEWS.: [516, 370, 601, 381]
- tide-header-cell: [88, 84, 102, 93]
- story-text: The embezzlement of £8000 by two clerks in the employ of Messrs Kronheimer & Co. has been discovered. The books of the firm have been falsified by the defaulters, who have absconded.: [483, 611, 635, 648]
- story-text: Copious rain is now falling throughout Victoria.: [491, 587, 634, 597]
- story-text: Goldsbrough's wool sales opened here yesterday. There was a good attendance of home and foreign buyers, and there was good competition.: [483, 536, 635, 573]
- arrival-item: October 13—Wanaka, s.s., 493 tons, Anderson, from Lyttelton. Passengers—Mrs Reeves, Mrs Reeves, and Mr Cowdray.: [8, 185, 158, 214]
- telegraphic-news-heading: Telegraphic News.: [494, 36, 624, 83]
- borough-council-heading: AKAROA BOROUGH COUNCIL.: [647, 860, 789, 871]
- general-item: It is a fact (says the Sydney Bulletin) that at Gunning, recently, a man advertised for a wife, and got 50 applications. Out of these he made his selection, but it understood by letter only; but when he wished to consummate his happiness the lady of his choice declined to come to time, and next that word that if he can in a hurry that she was not, but that she had a sister who would have him. Accordingly the sister was sent and the happy pair were wed, but for the next three weeks he had no tenders of wedlock. The bride was evidently not without her doubts on the matter, for shortly before the knot was tied her future husband left her for a moment, when she inquired anxiously of a young man standing near "what sort of a chap" the bridegroom was.: [642, 154, 794, 300]
- tide-month: ": [51, 118, 54, 126]
- tide-morn: 10.35: [113, 118, 130, 126]
- council-subheading: MINUTES.: [700, 918, 736, 928]
- paper-title: The Akaroa Mail.: [36, 1022, 130, 1101]
- editorial-paragraph: It is very annoying, however, that a few vain natives, should have the power at any moment, to put us to such unnecessary apprehension and expense, and if they do not awake to the realities of their position they will have to be taught them. Let our dark friends relieve their feelings by making "kings, prophets and parliaments" in their country, but let them leave our settlers in peace, and not burden us unfortunate and uninterested southern ratepayers with fresh taxation by necessitating the support of a large force to guard against senseless hostile demonstrations.: [165, 549, 317, 659]
- road-board-paragraph: "I certify the above correct copies according to minutes and letter books.: [960, 1317, 1106, 1336]
- council-paragraph: The accounts were passed for payment.: [809, 429, 926, 439]
- latest-european-heading: LATEST EUROPEAN.: [505, 95, 613, 106]
- arrival-item: October 11—Antelope, cutter, 17 tons, Malcomson, from Lyttelton.: [8, 165, 158, 184]
- column-3: [324, 32, 476, 1462]
- story-heading: CONSERVATIVE UTTERANCES.: [488, 136, 630, 146]
- road-board-paragraph: "Clerk to Board.": [968, 1306, 1020, 1316]
- board-paragraph: Reported by A. I. McGregor secretary.: [809, 1222, 923, 1232]
- shipping-note: The Antelope left Lyttelton on Monday last, arriving in harbor after a fine passage with a favorable N.W. breeze early on Tuesday morning. She brought a full cargo as will be seen by the import list.: [8, 753, 158, 799]
- tide-month: October: [51, 92, 74, 101]
- sailing-item: October 13—Wanaka, s.s., 493 tons, Anderson, for Port Chalmers.: [8, 282, 158, 301]
